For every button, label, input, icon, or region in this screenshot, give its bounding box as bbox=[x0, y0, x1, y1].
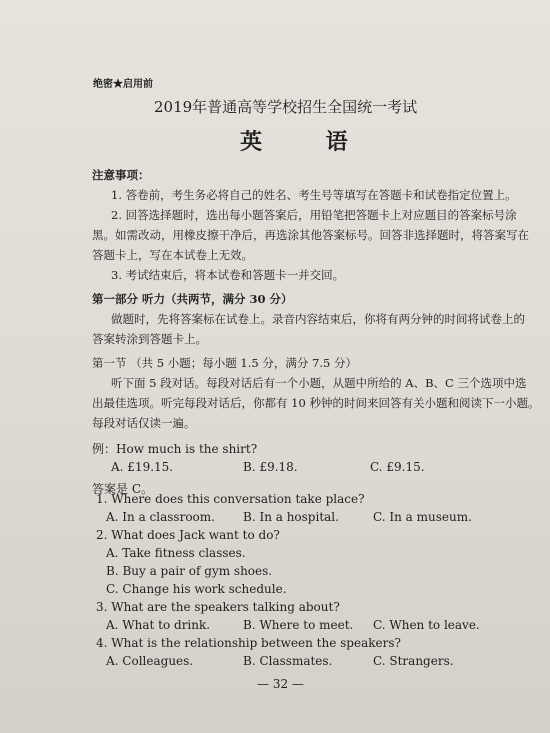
question-2-option-b: B. Buy a pair of gym shoes. bbox=[106, 564, 273, 578]
notice-heading: 注意事项： bbox=[92, 168, 150, 182]
confidential-mark: 绝密★启用前 bbox=[93, 79, 153, 90]
notice-item-3: 3. 考试结束后，将本试卷和答题卡一并交回。 bbox=[111, 268, 345, 282]
question-3-text: 3. What are the speakers talking about? bbox=[96, 600, 340, 614]
subject-title: 英 语 bbox=[240, 129, 376, 155]
question-3-option-c: C. When to leave. bbox=[373, 618, 480, 632]
question-3-option-a: A. What to drink. bbox=[106, 618, 211, 632]
example-option-a: A. £19.15. bbox=[111, 460, 174, 474]
question-2-option-a: A. Take fitness classes. bbox=[106, 546, 246, 560]
question-1-text: 1. Where does this conversation take place? bbox=[96, 492, 365, 506]
part1-intro-line-2: 答案转涂到答题卡上。 bbox=[92, 332, 207, 346]
question-4-option-c: C. Strangers. bbox=[373, 654, 454, 668]
section1-intro-line-1: 听下面 5 段对话。每段对话后有一个小题，从题中所给的 A、B、C 三个选项中选 bbox=[111, 376, 527, 390]
question-4-text: 4. What is the relationship between the speakers? bbox=[96, 636, 401, 650]
question-4-option-b: B. Classmates. bbox=[243, 654, 333, 668]
question-4-option-a: A. Colleagues. bbox=[106, 654, 194, 668]
question-2-text: 2. What does Jack want to do? bbox=[96, 528, 280, 542]
section1-heading: 第一节 （共 5 小题；每小题 1.5 分，满分 7.5 分） bbox=[92, 356, 357, 370]
example-answer: 答案是 C。 bbox=[92, 482, 153, 496]
notice-item-2-line-3: 答题卡上，写在本试卷上无效。 bbox=[92, 248, 253, 262]
section1-intro-line-2: 出最佳选项。听完每段对话后，你都有 10 秒钟的时间来回答有关小题和阅读下一小题。 bbox=[92, 396, 540, 410]
example-option-b: B. £9.18. bbox=[243, 460, 298, 474]
example-question: 例：How much is the shirt? bbox=[92, 442, 258, 456]
question-1-option-c: C. In a museum. bbox=[373, 510, 472, 524]
part1-heading: 第一部分 听力（共两节，满分 30 分） bbox=[92, 292, 293, 306]
question-1-option-b: B. In a hospital. bbox=[243, 510, 339, 524]
question-1-option-a: A. In a classroom. bbox=[106, 510, 215, 524]
part1-intro-line-1: 做题时，先将答案标在试卷上。录音内容结束后，你将有两分钟的时间将试卷上的 bbox=[111, 312, 525, 326]
page-number: — 32 — bbox=[257, 677, 304, 691]
example-option-c: C. £9.15. bbox=[370, 460, 425, 474]
notice-item-1: 1. 答卷前，考生务必将自己的姓名、考生号等填写在答题卡和试卷指定位置上。 bbox=[111, 188, 517, 202]
notice-item-2-line-1: 2. 回答选择题时，选出每小题答案后，用铅笔把答题卡上对应题目的答案标号涂 bbox=[111, 208, 517, 222]
section1-intro-line-3: 每段对话仅读一遍。 bbox=[92, 416, 196, 430]
exam-title: 2019年普通高等学校招生全国统一考试 bbox=[154, 98, 418, 116]
notice-item-2-line-2: 黑。如需改动，用橡皮擦干净后，再选涂其他答案标号。回答非选择题时，将答案写在 bbox=[92, 228, 529, 242]
question-2-option-c: C. Change his work schedule. bbox=[106, 582, 287, 596]
question-3-option-b: B. Where to meet. bbox=[243, 618, 354, 632]
